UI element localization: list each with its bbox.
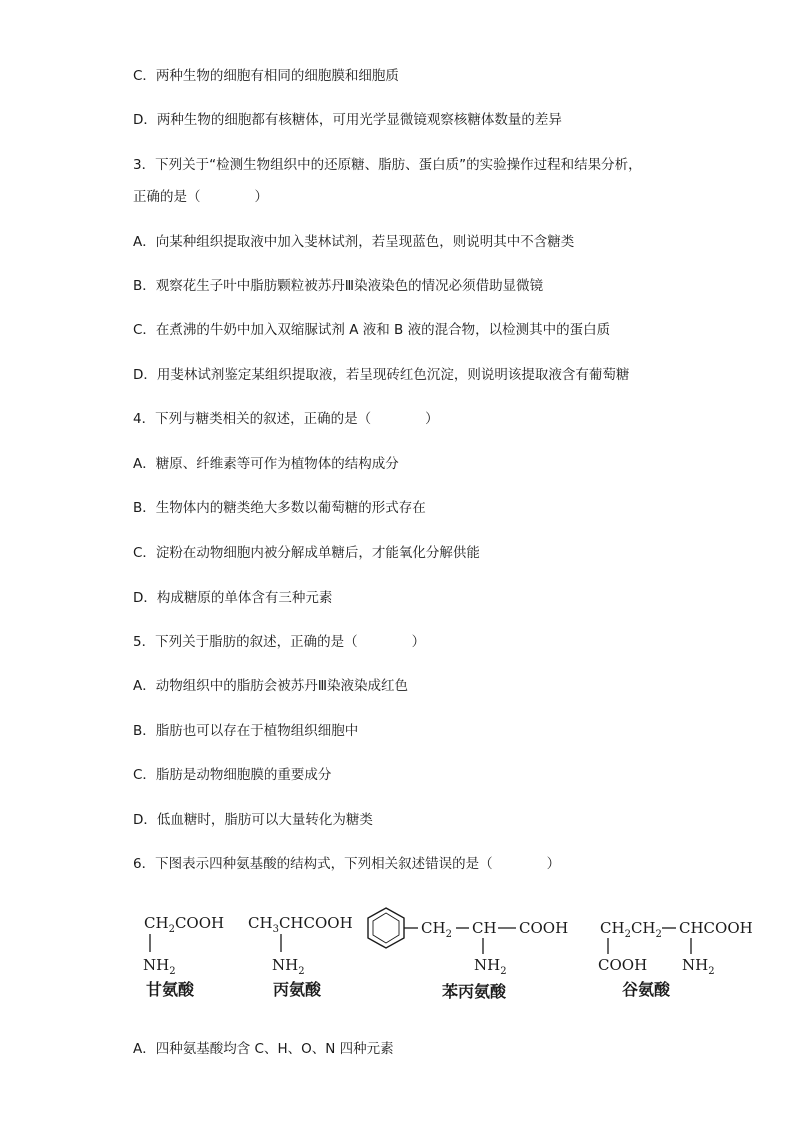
option-d-q3: D．用斐林试剂鉴定某组织提取液，若呈现砖红色沉淀，则说明该提取液含有葡萄糖 — [133, 367, 630, 383]
option-c-q4: C．淀粉在动物细胞内被分解成单糖后，才能氧化分解供能 — [133, 545, 480, 561]
question-6-stem: 6．下图表示四种氨基酸的结构式，下列相关叙述错误的是（ ） — [133, 856, 561, 872]
option-a-q4: A．糖原、纤维素等可作为植物体的结构成分 — [133, 456, 399, 472]
svg-text:CH: CH — [472, 919, 497, 937]
svg-text:CH2: $CH_2$ — [421, 919, 452, 940]
option-c-q2: C．两种生物的细胞有相同的细胞膜和细胞质 — [133, 68, 399, 84]
option-b-q3: B．观察花生子叶中脂肪颗粒被苏丹Ⅲ染液染色的情况必须借助显微镜 — [133, 278, 544, 294]
svg-text:CH3CHCOOH: $CH_3CHCOOH$ — [248, 914, 353, 935]
option-b-q5: B．脂肪也可以存在于植物组织细胞中 — [133, 723, 359, 739]
question-5-stem: 5．下列关于脂肪的叙述，正确的是（ ） — [133, 634, 426, 650]
alanine-label: 丙氨酸 — [273, 980, 322, 999]
svg-text:CH2CH2: $CH_2CH_2$ — [600, 919, 662, 940]
alanine-structure — [248, 914, 353, 999]
option-a-q6: A．四种氨基酸均含 C、H、O、N 四种元素 — [133, 1041, 394, 1057]
glutamic-acid-structure — [598, 919, 753, 999]
question-3-stem: 3．下列关于“检测生物组织中的还原糖、脂肪、蛋白质”的实验操作过程和结果分析， — [133, 157, 642, 173]
option-d-q4: D．构成糖原的单体含有三种元素 — [133, 590, 333, 606]
svg-text:COOH: COOH — [598, 956, 648, 974]
option-d-q2: D．两种生物的细胞都有核糖体，可用光学显微镜观察核糖体数量的差异 — [133, 112, 562, 128]
svg-text:NH2: $NH_2$ — [682, 956, 715, 977]
option-b-q4: B．生物体内的糖类绝大多数以葡萄糖的形式存在 — [133, 500, 426, 516]
option-a-q5: A．动物组织中的脂肪会被苏丹Ⅲ染液染成红色 — [133, 678, 409, 694]
question-4-stem: 4．下列与糖类相关的叙述，正确的是（ ） — [133, 411, 439, 427]
svg-text:COOH: COOH — [519, 919, 569, 937]
option-c-q5: C．脂肪是动物细胞膜的重要成分 — [133, 767, 332, 783]
phenylalanine-structure — [368, 908, 568, 1001]
option-c-q3: C．在煮沸的牛奶中加入双缩脲试剂 A 液和 B 液的混合物，以检测其中的蛋白质 — [133, 322, 611, 338]
svg-text:CHCOOH: CHCOOH — [679, 919, 753, 937]
question-3-stem-cont: 正确的是（ ） — [133, 189, 268, 205]
amino-acid-structures-figure — [138, 900, 758, 1005]
option-a-q3: A．向某种组织提取液中加入斐林试剂，若呈现蓝色，则说明其中不含糖类 — [133, 234, 575, 250]
phenylalanine-label: 苯丙氨酸 — [442, 982, 507, 1001]
svg-text:NH2: $NH_2$ — [143, 956, 176, 977]
glutamic-acid-label: 谷氨酸 — [622, 980, 671, 999]
glycine-label: 甘氨酸 — [146, 980, 195, 999]
svg-text:NH2: $NH_2$ — [272, 956, 305, 977]
benzene-ring-icon — [368, 908, 404, 948]
glycine-structure — [143, 914, 224, 999]
svg-text:CH2COOH: $CH_2COOH$ — [144, 914, 225, 935]
option-d-q5: D．低血糖时，脂肪可以大量转化为糖类 — [133, 812, 373, 828]
svg-text:NH2: $NH_2$ — [474, 956, 507, 977]
